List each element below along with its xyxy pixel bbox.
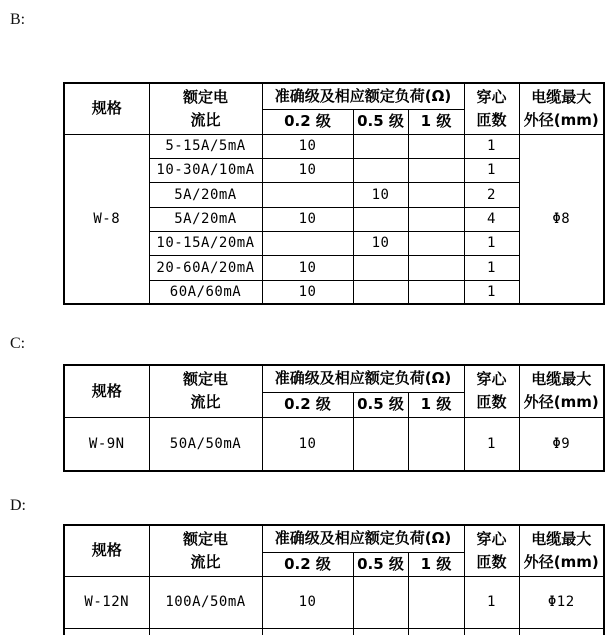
cell-class-1	[408, 207, 464, 231]
col-header-cable	[519, 525, 604, 576]
spec-table-c	[63, 364, 605, 472]
cell-spec: W-8	[64, 134, 149, 304]
cell-spec: W-9N	[64, 417, 149, 471]
spec-table-b	[63, 82, 605, 305]
cell-class-05	[353, 158, 408, 182]
cell-turns: 1	[464, 417, 519, 471]
cell-cable-diameter: Φ9	[519, 417, 604, 471]
cell-class-05	[353, 628, 408, 635]
col-header-ratio-line1: 额定电	[182, 370, 228, 389]
cell-class-1	[408, 134, 464, 158]
cell-cable-diameter: Φ12	[519, 576, 604, 628]
cell-class-1	[408, 231, 464, 255]
col-header-class-1: 1 级	[408, 392, 464, 417]
table-row-partial	[64, 628, 604, 635]
col-header-ratio-line1: 额定电	[182, 87, 228, 106]
col-header-ratio-line2: 流比	[190, 110, 221, 129]
col-header-class-1: 1 级	[408, 109, 464, 134]
col-header-spec: 规格	[64, 365, 149, 417]
col-header-accuracy: 准确级及相应额定负荷(Ω)	[262, 83, 464, 109]
cell-class-1	[408, 576, 464, 628]
col-header-ratio-line1: 额定电	[182, 529, 228, 548]
col-header-turns-line2: 匝数	[476, 110, 507, 129]
cell-cable-diameter: Φ8	[519, 134, 604, 304]
col-header-class-05: 0.5 级	[353, 109, 408, 134]
cell-class-05	[353, 417, 408, 471]
cell-class-1	[408, 280, 464, 304]
table-row	[64, 134, 604, 158]
col-header-cable	[519, 83, 604, 134]
cell-class-02	[262, 182, 353, 207]
section-label-c: C:	[10, 335, 26, 352]
col-header-turns-line2: 匝数	[476, 552, 507, 571]
table-row	[64, 576, 604, 628]
cell-spec	[64, 628, 149, 635]
cell-class-1	[408, 628, 464, 635]
cell-class-02: 10	[262, 255, 353, 280]
col-header-accuracy: 准确级及相应额定负荷(Ω)	[262, 525, 464, 552]
col-header-ratio	[149, 525, 262, 576]
col-header-class-02: 0.2 级	[262, 109, 353, 134]
col-header-turns-line2: 匝数	[476, 393, 507, 412]
cell-ratio: 10-30A/10mA	[149, 158, 262, 182]
cell-class-1	[408, 182, 464, 207]
cell-turns: 1	[464, 255, 519, 280]
col-header-cable-line2: 外径(mm)	[523, 393, 599, 412]
cell-ratio	[149, 628, 262, 635]
col-header-cable	[519, 365, 604, 417]
cell-ratio: 60A/60mA	[149, 280, 262, 304]
cell-turns: 1	[464, 231, 519, 255]
cell-turns: 1	[464, 576, 519, 628]
col-header-accuracy: 准确级及相应额定负荷(Ω)	[262, 365, 464, 392]
col-header-cable-line2: 外径(mm)	[523, 110, 599, 129]
cell-ratio: 50A/50mA	[149, 417, 262, 471]
table-row	[64, 417, 604, 471]
cell-ratio: 100A/50mA	[149, 576, 262, 628]
cell-class-02: 10	[262, 134, 353, 158]
cell-class-1	[408, 255, 464, 280]
cell-class-05	[353, 207, 408, 231]
section-label-b: B:	[10, 11, 26, 28]
cell-turns: 1	[464, 134, 519, 158]
col-header-turns	[464, 525, 519, 576]
col-header-turns-line1: 穿心	[476, 529, 507, 548]
cell-class-05	[353, 280, 408, 304]
cell-ratio: 10-15A/20mA	[149, 231, 262, 255]
col-header-ratio	[149, 365, 262, 417]
spec-table-d	[63, 524, 605, 635]
col-header-ratio-line2: 流比	[190, 552, 221, 571]
col-header-class-02: 0.2 级	[262, 392, 353, 417]
section-label-d: D:	[10, 497, 26, 514]
cell-ratio: 5A/20mA	[149, 182, 262, 207]
cell-class-05: 10	[353, 182, 408, 207]
cell-turns: 2	[464, 182, 519, 207]
cell-class-1	[408, 417, 464, 471]
col-header-turns	[464, 365, 519, 417]
col-header-cable-line1: 电缆最大	[531, 87, 592, 106]
cell-cable-diameter	[519, 628, 604, 635]
cell-class-02: 10	[262, 576, 353, 628]
cell-class-05	[353, 255, 408, 280]
col-header-cable-line1: 电缆最大	[531, 370, 592, 389]
cell-class-02	[262, 628, 353, 635]
cell-class-02	[262, 231, 353, 255]
col-header-ratio-line2: 流比	[190, 393, 221, 412]
cell-turns: 1	[464, 158, 519, 182]
cell-class-02: 10	[262, 280, 353, 304]
col-header-class-02: 0.2 级	[262, 552, 353, 576]
col-header-turns-line1: 穿心	[476, 87, 507, 106]
col-header-class-05: 0.5 级	[353, 552, 408, 576]
cell-class-1	[408, 158, 464, 182]
cell-ratio: 5A/20mA	[149, 207, 262, 231]
cell-class-02: 10	[262, 417, 353, 471]
cell-class-05: 10	[353, 231, 408, 255]
col-header-spec: 规格	[64, 525, 149, 576]
cell-ratio: 5-15A/5mA	[149, 134, 262, 158]
col-header-class-1: 1 级	[408, 552, 464, 576]
cell-turns	[464, 628, 519, 635]
cell-class-05	[353, 134, 408, 158]
col-header-cable-line1: 电缆最大	[531, 529, 592, 548]
cell-spec: W-12N	[64, 576, 149, 628]
col-header-turns	[464, 83, 519, 134]
col-header-class-05: 0.5 级	[353, 392, 408, 417]
cell-class-02: 10	[262, 207, 353, 231]
cell-ratio: 20-60A/20mA	[149, 255, 262, 280]
col-header-turns-line1: 穿心	[476, 370, 507, 389]
col-header-cable-line2: 外径(mm)	[523, 552, 599, 571]
cell-class-02: 10	[262, 158, 353, 182]
cell-turns: 4	[464, 207, 519, 231]
cell-class-05	[353, 576, 408, 628]
cell-turns: 1	[464, 280, 519, 304]
col-header-spec: 规格	[64, 83, 149, 134]
col-header-ratio	[149, 83, 262, 134]
